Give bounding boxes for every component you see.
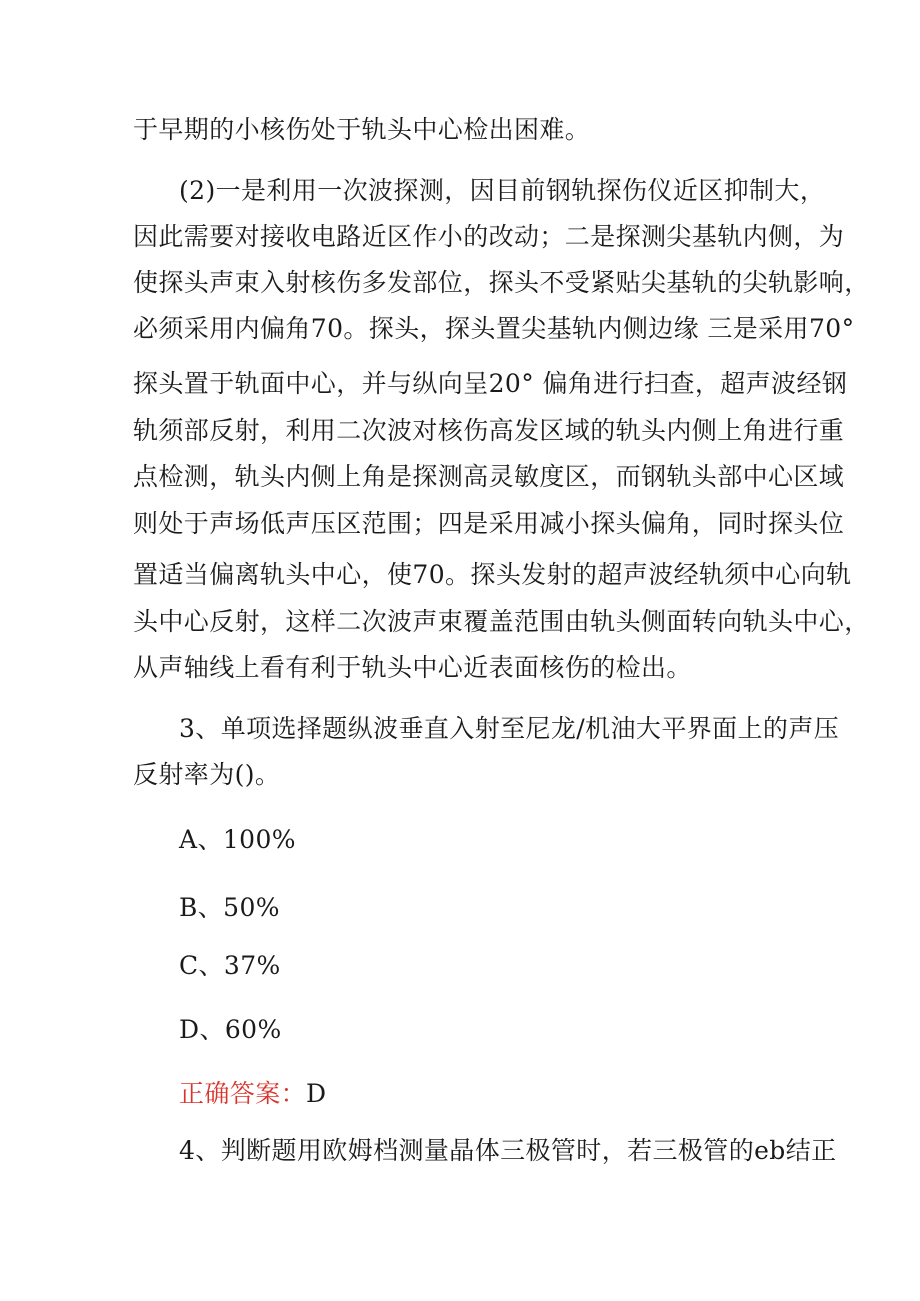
option-a: A、100% [179, 825, 296, 854]
text-line: 必须采用内偏角70。探头，探头置尖基轨内侧边缘 三是采用70° [133, 314, 855, 343]
text-line: 头中心反射，这样二次波声束覆盖范围由轨头侧面转向轨头中心， [133, 607, 870, 636]
text-line: 使探头声束入射核伤多发部位，探头不受紧贴尖基轨的尖轨影响， [133, 268, 870, 297]
text-line: 探头置于轨面中心，并与纵向呈20° 偏角进行扫查，超声波经钢 [133, 369, 848, 398]
correct-answer-value: D [306, 1079, 327, 1108]
question-3-stem-continued: 反射率为()。 [133, 760, 281, 789]
question-4-stem: 4、判断题用欧姆档测量晶体三极管时，若三极管的eb结正 [179, 1136, 837, 1165]
text-line: (2)一是利用一次波探测，因目前钢轨探伤仪近区抑制大， [179, 176, 826, 205]
option-b: B、50% [179, 893, 280, 922]
question-3-stem: 3、单项选择题纵波垂直入射至尼龙/机油大平界面上的声压 [179, 714, 840, 743]
correct-answer [179, 1079, 326, 1109]
option-d: D、60% [179, 1015, 282, 1044]
correct-answer-label: 正确答案： [179, 1079, 307, 1108]
text-line: 于早期的小核伤处于轨头中心检出困难。 [133, 115, 591, 144]
text-line: 则处于声场低声压区范围；四是采用减小探头偏角，同时探头位 [133, 509, 845, 538]
text-line: 点检测，轨头内侧上角是探测高灵敏度区，而钢轨头部中心区域 [133, 462, 845, 491]
text-line: 因此需要对接收电路近区作小的改动；二是探测尖基轨内侧，为 [133, 222, 845, 251]
text-line: 置适当偏离轨头中心，使70。探头发射的超声波经轨须中心向轨 [133, 560, 852, 589]
option-c: C、37% [179, 951, 281, 980]
text-line: 从声轴线上看有利于轨头中心近表面核伤的检出。 [133, 653, 692, 682]
text-line: 轨须部反射，利用二次波对核伤高发区域的轨头内侧上角进行重 [133, 416, 845, 445]
